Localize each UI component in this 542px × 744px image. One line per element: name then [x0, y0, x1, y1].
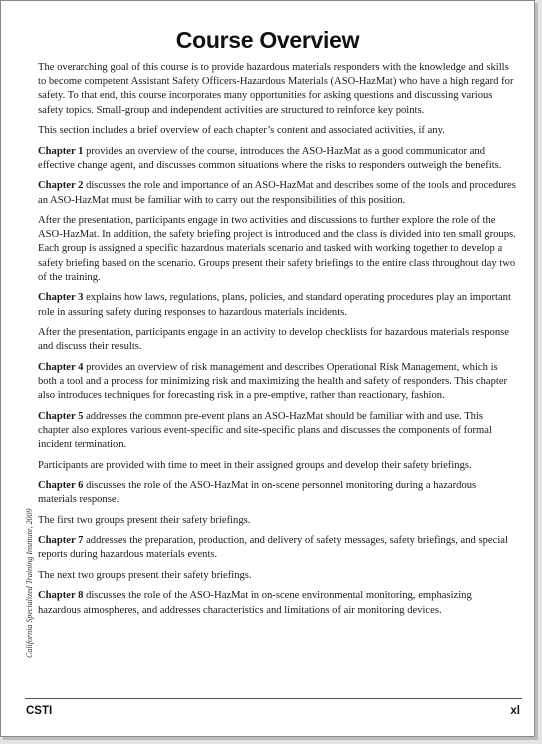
- chapter-lead: Chapter 7: [38, 535, 84, 547]
- paragraph: The next two groups present their safety briefings.: [38, 569, 252, 581]
- side-credit: California Specialized Training Institute, 2009: [25, 508, 34, 658]
- paragraph: The overarching goal of this course is to provide hazardous materials responders with the knowledge and skills to become competent Assistant Safety Officers-Hazardous Materials (ASO-HazMat) who have a high regard for safety. To that end, this course incorporates many opportunities for asking questions and discussing various safety topics. Small-group and independent activities are structured to reinforce key points.: [38, 62, 514, 116]
- page-number: xl: [510, 705, 520, 717]
- page-title: Course Overview: [175, 27, 360, 53]
- paragraph: Chapter 7 addresses the preparation, production, and delivery of safety messages, safety briefings, and special reports during hazardous materials events.: [38, 535, 508, 561]
- chapter-lead: Chapter 3: [38, 292, 84, 304]
- chapter-lead: Chapter 6: [38, 480, 84, 492]
- paragraph: Chapter 2 discusses the role and importance of an ASO-HazMat and describes some of the tools and procedures an ASO-HazMat must be familiar with to carry out the responsibilities of this position.: [38, 180, 516, 206]
- paragraph: The first two groups present their safety briefings.: [38, 514, 251, 526]
- paragraph: This section includes a brief overview of each chapter’s content and associated activities, if any.: [38, 125, 445, 137]
- paragraph: Chapter 4 provides an overview of risk management and describes Operational Risk Management, which is both a tool and a process for minimizing risk and maximizing the health and safety of responders. This chapter also introduces techniques for forecasting risk in a pre-emptive, rather than reactionary, fashion.: [38, 361, 508, 402]
- paragraph: Chapter 8 discusses the role of the ASO-HazMat in on-scene environmental monitoring, emphasizing hazardous atmospheres, and addresses characteristics and limitations of air monitoring devices.: [38, 590, 472, 616]
- paragraph: After the presentation, participants engage in an activity to develop checklists for hazardous materials response and discuss their results.: [38, 327, 509, 353]
- footer-publisher: CSTI: [26, 705, 53, 717]
- chapter-lead: Chapter 2: [38, 180, 84, 192]
- paragraph: After the presentation, participants engage in two activities and discussions to further explore the role of the ASO-HazMat. In addition, the safety briefing project is introduced and the class is divided into ten small groups. Each group is assigned a specific hazardous materials scenario and tasked with working together to develop a safety briefing based on the scenario. Groups present their safety briefings to the entire class throughout day two of the training.: [38, 215, 516, 283]
- paragraph: Chapter 1 provides an overview of the course, introduces the ASO-HazMat as a good communicator and effective change agent, and discusses common situations where the risks to responders outweigh the benefits.: [38, 145, 502, 171]
- chapter-lead: Chapter 1: [38, 145, 84, 157]
- paragraph: Chapter 5 addresses the common pre-event plans an ASO-HazMat should be familiar with and use. This chapter also explores various event-specific and site-specific plans and discusses the components of formal incident termination.: [38, 410, 492, 451]
- chapter-lead: Chapter 8: [38, 590, 84, 602]
- chapter-lead: Chapter 4: [38, 361, 84, 373]
- paragraph: Participants are provided with time to meet in their assigned groups and develop their safety briefings.: [38, 459, 472, 471]
- chapter-lead: Chapter 5: [38, 410, 84, 422]
- body-text: [38, 61, 516, 624]
- paragraph: Chapter 6 discusses the role of the ASO-HazMat in on-scene personnel monitoring during a hazardous materials response.: [38, 480, 477, 506]
- footer-divider: [25, 698, 522, 699]
- paragraph: Chapter 3 explains how laws, regulations, plans, policies, and standard operating procedures play an important role in assuring safety during responses to hazardous materials incidents.: [38, 292, 511, 318]
